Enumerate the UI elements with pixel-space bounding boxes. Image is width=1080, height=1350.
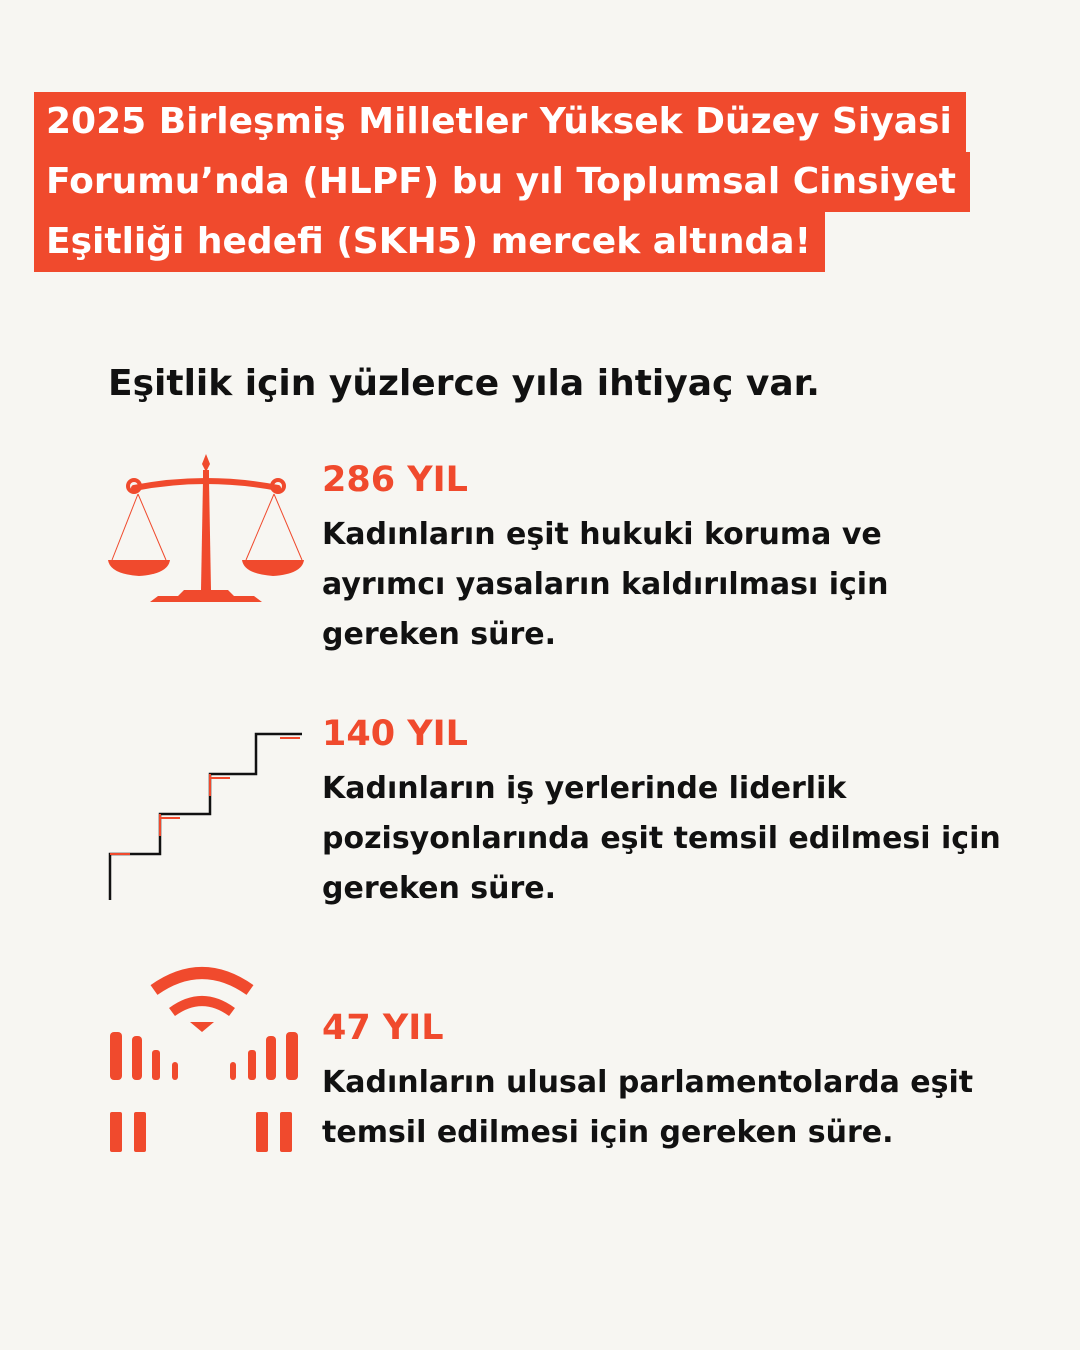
header-title-line: Forumu’nda (HLPF) bu yıl Toplumsal Cinsiyet [34, 152, 970, 212]
stat-description-line: gereken süre. [322, 617, 557, 652]
header-title [34, 92, 994, 272]
header-title-line: Eşitliği hedefi (SKH5) mercek altında! [34, 212, 825, 272]
stat-leadership [322, 712, 1042, 914]
stat-years: 47 YIL [322, 1008, 444, 1048]
stat-parliament [322, 1006, 1042, 1158]
stat-years: 286 YIL [322, 460, 468, 500]
stat-legal-protection [322, 458, 1042, 660]
stat-description-line: ayrımcı yasaların kaldırılması için [322, 567, 889, 602]
stat-description-line: gereken süre. [322, 871, 557, 906]
stat-description-line: temsil edilmesi için gereken süre. [322, 1115, 894, 1150]
scales-of-justice-icon [104, 450, 309, 610]
stat-description-line: Kadınların eşit hukuki koruma ve [322, 517, 882, 552]
stat-years: 140 YIL [322, 714, 468, 754]
stat-description-line: Kadınların iş yerlerinde liderlik [322, 771, 847, 806]
signal-waves-icon [104, 962, 304, 1158]
subtitle: Eşitlik için yüzlerce yıla ihtiyaç var. [108, 363, 820, 404]
header-title-line: 2025 Birleşmiş Milletler Yüksek Düzey Siyasi [34, 92, 966, 152]
stat-description-line: Kadınların ulusal parlamentolarda eşit [322, 1065, 974, 1100]
stairs-icon [104, 726, 304, 902]
stat-description-line: pozisyonlarında eşit temsil edilmesi için [322, 821, 1001, 856]
